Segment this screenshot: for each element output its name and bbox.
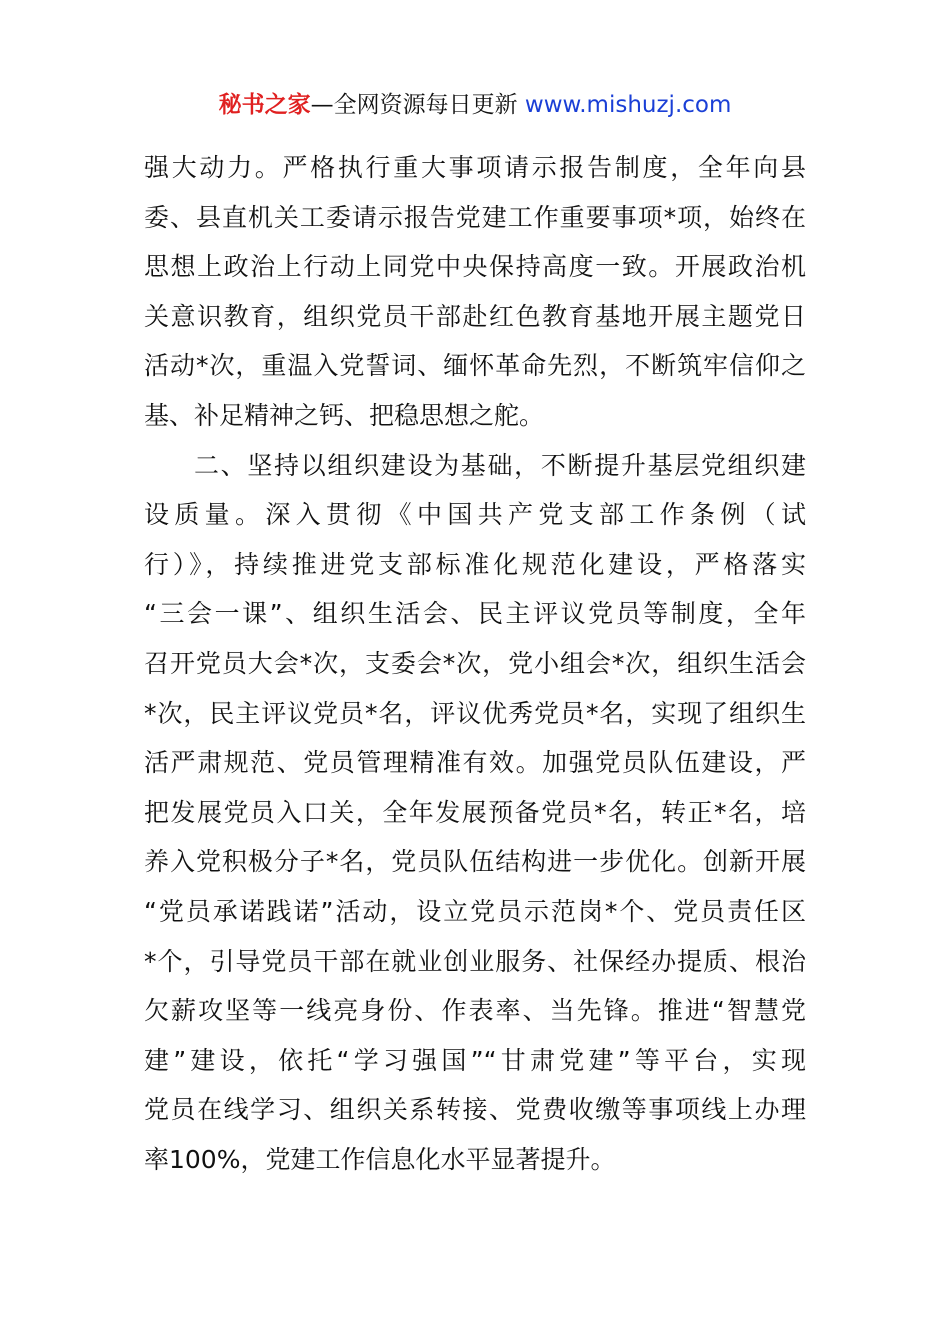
text-line: 思想上政治上行动上同党中央保持高度一致。开展政治机 [144, 252, 806, 282]
website-url[interactable]: www.mishuzj.com [524, 92, 732, 118]
text-line: 活严肃规范、党员管理精准有效。加强党员队伍建设，严 [144, 748, 806, 778]
brand-name: 秘书之家 [218, 92, 311, 118]
text-line: “党员承诺践诺”活动，设立党员示范岗*个、党员责任区 [144, 896, 806, 926]
text-line: *次，民主评议党员*名，评议优秀党员*名，实现了组织生 [144, 698, 806, 728]
document-body [144, 143, 806, 1184]
text-line: 建”建设，依托“学习强国”“甘肃党建”等平台，实现 [144, 1045, 806, 1075]
text-line: 委、县直机关工委请示报告党建工作重要事项*项，始终在 [144, 202, 806, 232]
section-heading-line: 二、坚持以组织建设为基础，不断提升基层党组织建 [194, 450, 806, 480]
text-line: 把发展党员入口关，全年发展预备党员*名，转正*名，培 [144, 797, 806, 827]
text-line: 率100%，党建工作信息化水平显著提升。 [144, 1144, 616, 1174]
text-line: 活动*次，重温入党誓词、缅怀革命先烈，不断筑牢信仰之 [144, 351, 806, 381]
text-line: 基、补足精神之钙、把稳思想之舵。 [144, 400, 545, 430]
text-line: 召开党员大会*次，支委会*次，党小组会*次，组织生活会 [144, 648, 806, 678]
header-tagline: —全网资源每日更新 [310, 92, 525, 118]
text-line: 关意识教育，组织党员干部赴红色教育基地开展主题党日 [144, 301, 806, 331]
page-header [0, 88, 950, 122]
text-line: 行）》，持续推进党支部标准化规范化建设，严格落实 [144, 549, 806, 579]
text-line: *个，引导党员干部在就业创业服务、社保经办提质、根治 [144, 946, 806, 976]
text-line: “三会一课”、组织生活会、民主评议党员等制度，全年 [144, 599, 806, 629]
text-line: 养入党积极分子*名，党员队伍结构进一步优化。创新开展 [144, 847, 806, 877]
text-line: 党员在线学习、组织关系转接、党费收缴等事项线上办理 [144, 1095, 806, 1125]
text-line: 设质量。深入贯彻《中国共产党支部工作条例（试 [144, 500, 806, 530]
text-line: 强大动力。严格执行重大事项请示报告制度，全年向县 [144, 153, 806, 182]
text-line: 欠薪攻坚等一线亮身份、作表率、当先锋。推进“智慧党 [144, 996, 806, 1026]
